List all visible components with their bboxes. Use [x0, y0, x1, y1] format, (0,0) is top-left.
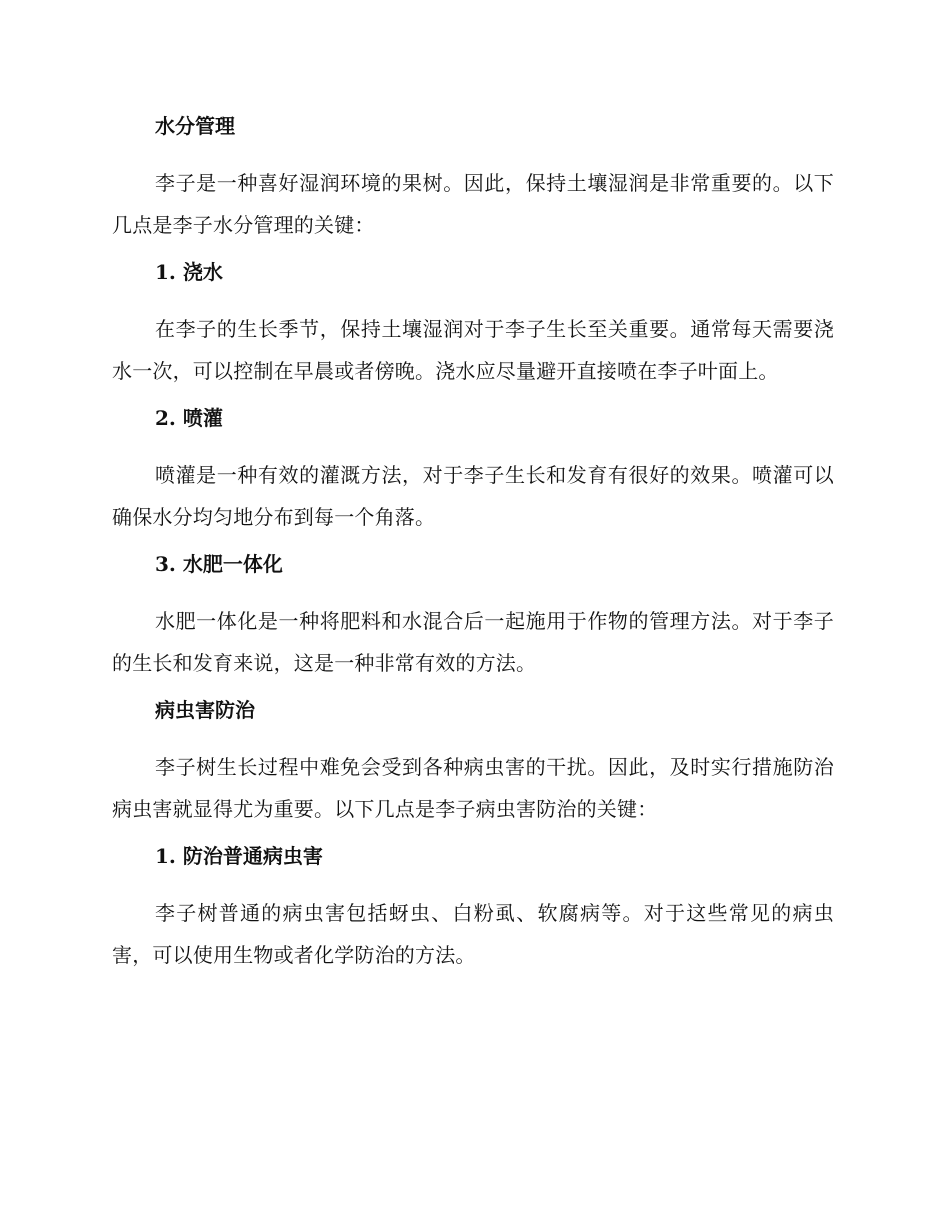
paragraph-watering: 在李子的生长季节，保持土壤湿润对于李子生长至关重要。通常每天需要浇水一次，可以控制在早晨或者傍晚。浇水应尽量避开直接喷在李子叶面上。	[112, 317, 834, 383]
section-heading-water-management: 水分管理	[155, 114, 235, 138]
paragraph-sprinkler-irrigation: 喷灌是一种有效的灌溉方法，对于李子生长和发育有很好的效果。喷灌可以确保水分均匀地分布到每一个角落。	[112, 463, 834, 529]
section-heading-pest-control: 病虫害防治	[155, 698, 255, 722]
subheading-watering: 1. 浇水	[155, 260, 223, 284]
subheading-fertigation: 3. 水肥一体化	[155, 552, 283, 576]
subheading-common-pests: 1. 防治普通病虫害	[155, 844, 323, 868]
paragraph-fertigation: 水肥一体化是一种将肥料和水混合后一起施用于作物的管理方法。对于李子的生长和发育来说，这是一种非常有效的方法。	[112, 609, 834, 675]
document-body	[112, 110, 834, 976]
subheading-sprinkler-irrigation: 2. 喷灌	[155, 406, 223, 430]
paragraph-common-pests: 李子树普通的病虫害包括蚜虫、白粉虱、软腐病等。对于这些常见的病虫害，可以使用生物或者化学防治的方法。	[112, 901, 834, 967]
paragraph-water-intro: 李子是一种喜好湿润环境的果树。因此，保持土壤湿润是非常重要的。以下几点是李子水分管理的关键：	[112, 171, 834, 237]
paragraph-pest-intro: 李子树生长过程中难免会受到各种病虫害的干扰。因此，及时实行措施防治病虫害就显得尤为重要。以下几点是李子病虫害防治的关键：	[112, 755, 834, 821]
